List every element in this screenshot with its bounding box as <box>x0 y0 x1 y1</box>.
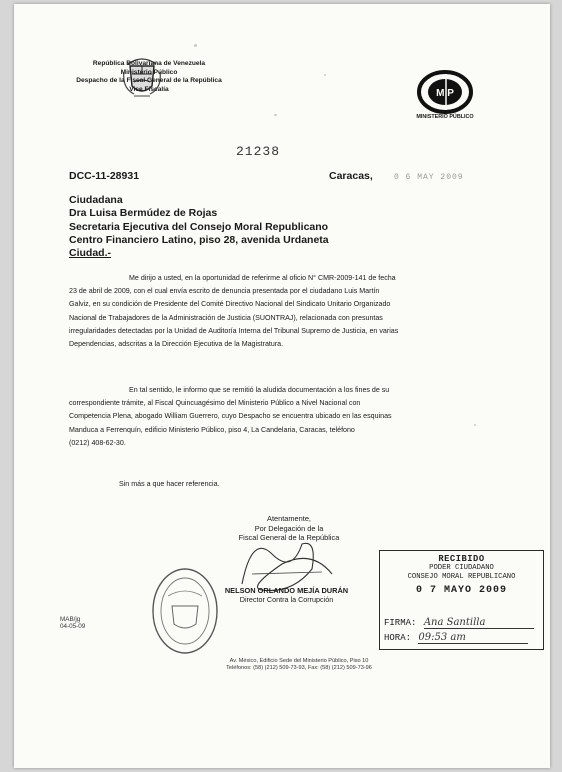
footer-address <box>164 658 434 672</box>
paragraph-line: (0212) 408-62-30. <box>69 438 126 447</box>
paragraph-line: 23 de abril de 2009, con el cual envía escrito de denuncia presentada por el ciudadano Luis Martín <box>69 287 380 296</box>
received-line: CONSEJO MORAL REPUBLICANO <box>407 572 516 581</box>
received-stamp <box>379 550 544 650</box>
signoff-line: Atentamente, <box>267 514 311 523</box>
city-label: Caracas, <box>329 170 373 182</box>
firma-row <box>384 617 534 629</box>
recipient-address: Centro Financiero Latino, piso 28, avenida Urdaneta <box>69 233 329 246</box>
institution-line: República Bolivariana de Venezuela <box>92 60 206 67</box>
recipient-city: Ciudad.- <box>69 247 111 260</box>
initials-line: MAB/jg <box>60 616 81 623</box>
paragraph-line: Me dirijo a usted, en la oportunidad de referirme al oficio N° CMR-2009-141 de fecha <box>129 274 396 282</box>
signer-name: NELSON ORLANDO MEJÍA DURÁN <box>224 586 349 595</box>
paragraph-2 <box>69 384 509 450</box>
ministerio-publico-logo-icon <box>416 70 474 114</box>
institution-line: Ministerio Público <box>120 68 178 76</box>
received-date: 0 7 MAYO 2009 <box>415 585 507 597</box>
paragraph-line: irregularidades detectadas por la Unidad de Auditoría Interna del Tribunal Supremo de Justicia, en varias <box>69 326 399 335</box>
signer-role: Director Contra la Corrupción <box>239 595 334 604</box>
footer-line: Teléfonos: (58) (212) 509-73-93, Fax: (58) (212) 509-73-96 <box>226 665 372 671</box>
signoff-line: Fiscal General de la República <box>238 533 340 543</box>
paragraph-line: En tal sentido, le informo que se remitió la aludida documentación a los fines de su <box>129 386 390 394</box>
hora-row <box>384 632 528 644</box>
hora-value: 09:53 am <box>418 632 528 644</box>
scan-speck <box>194 44 197 47</box>
reference-number: DCC-11-28931 <box>69 170 140 182</box>
firma-label: FIRMA: <box>384 618 417 628</box>
institution-line: Vice Fiscalía <box>129 85 169 93</box>
paragraph-line: correspondiente trámite, al Fiscal Quincuagésimo del Ministerio Público a Nivel Nacional con <box>69 399 361 408</box>
paragraph-line: Dependencias, adscritas a la Dirección Ejecutiva de la Magistratura. <box>69 340 284 349</box>
signoff-block <box>214 514 364 543</box>
paragraph-line: Manduca a Ferrenquín, edificio Ministerio Público, piso 4, La Candelaria, Caracas, teléfono <box>69 425 355 434</box>
document-page <box>14 4 550 768</box>
signer-block <box>194 586 379 604</box>
paragraph-line: Competencia Plena, abogado William Guerrero, cuyo Despacho se encuentra ubicado en las esquinas <box>69 412 392 421</box>
registry-number-stamp: 21238 <box>236 144 281 159</box>
paragraph-1 <box>69 272 509 351</box>
closing-sentence: Sin más a que hacer referencia. <box>119 480 220 488</box>
signoff-line: Por Delegación de la <box>254 523 324 533</box>
hora-label: HORA: <box>384 633 412 643</box>
official-seal-icon <box>150 566 220 656</box>
scan-speck <box>324 74 326 76</box>
recipient-name: Dra Luisa Bermúdez de Rojas <box>69 207 218 220</box>
date-stamp: 0 6 MAY 2009 <box>394 173 464 182</box>
svg-text:M P: M P <box>436 88 454 99</box>
recipient-block <box>69 194 509 260</box>
initials-date: 04-05-09 <box>60 623 86 630</box>
recipient-title: Secretaria Ejecutiva del Consejo Moral Republicano <box>69 220 329 233</box>
initials-block <box>60 616 85 630</box>
scan-speck <box>474 424 476 426</box>
received-title: RECIBIDO <box>438 554 485 564</box>
paragraph-line: Nacional de Trabajadores de la Administración de Justicia (SUONTRAJ), relacionada con presuntas <box>69 313 383 322</box>
received-line: PODER CIUDADANO <box>429 564 494 572</box>
firma-value: Ana Santilla <box>424 617 534 629</box>
logo-caption: MINISTERIO PÚBLICO <box>416 114 474 120</box>
recipient-line: Ciudadana <box>69 194 123 206</box>
institution-line: Despacho de la Fiscal General de la República <box>76 77 222 84</box>
institution-header <box>74 60 224 94</box>
footer-line: Av. México, Edificio Sede del Ministerio Público, Piso 10 <box>229 658 369 664</box>
paragraph-line: Galviz, en su condición de Presidente del Comité Directivo Nacional del Sindicato Unitario Organizado <box>69 300 391 309</box>
scan-speck <box>274 114 277 116</box>
